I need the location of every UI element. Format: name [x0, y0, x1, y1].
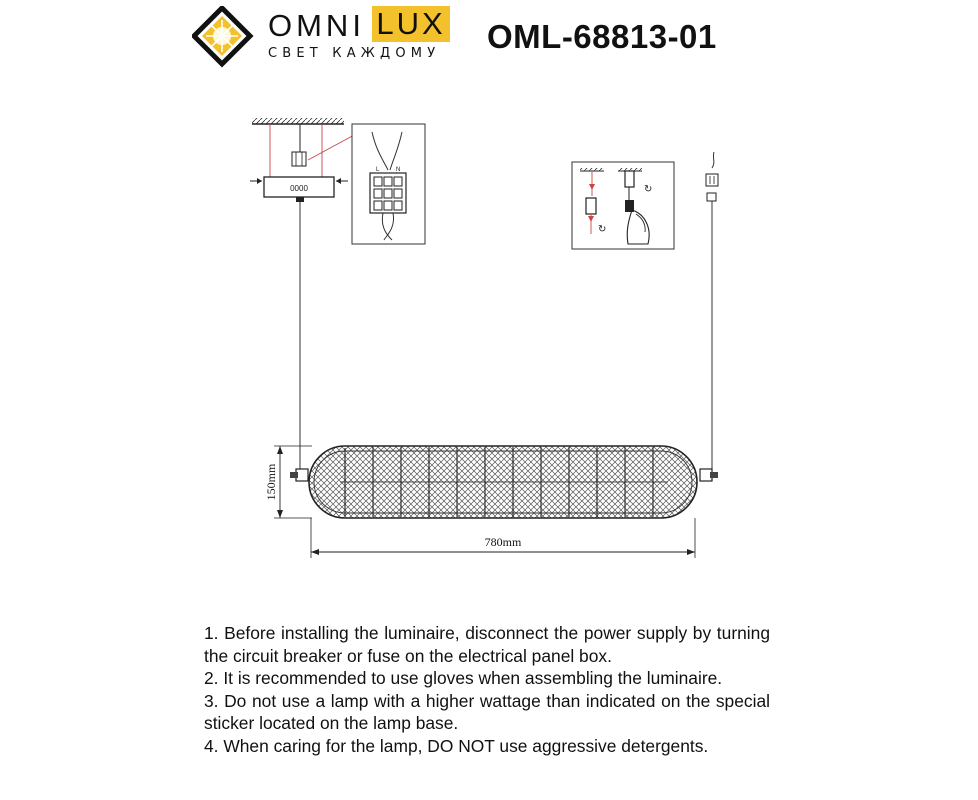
lamp-body [290, 446, 718, 518]
brand-name-left: OMNI [268, 8, 365, 43]
svg-text:↻: ↻ [644, 184, 653, 195]
ceiling-canopy [250, 118, 356, 470]
svg-text:↻: ↻ [598, 224, 607, 235]
model-code: OML-68813-01 [487, 18, 717, 55]
instruction-2: 2. It is recommended to use gloves when assembling the luminaire. [204, 668, 723, 689]
terminal-label-n: N [396, 167, 401, 173]
width-dimension [311, 518, 695, 558]
height-label: 150mm [264, 463, 278, 501]
terminal-label-l: L [376, 167, 380, 173]
brand-name-right: LUX [372, 6, 450, 42]
brand-tagline: СВЕТ КАЖДОМУ [268, 46, 441, 61]
wiring-detail-inset [352, 124, 425, 244]
canopy-label: 0000 [290, 184, 308, 193]
height-dimension [264, 446, 312, 518]
adjustment-detail-inset [572, 162, 674, 249]
installation-instructions [204, 622, 770, 758]
instruction-1: 1. Before installing the luminaire, disconnect the power supply by turning the circuit breaker or fuse on the electrical panel box. [204, 623, 770, 666]
width-label: 780mm [484, 535, 522, 549]
instruction-3: 3. Do not use a lamp with a higher wattage than indicated on the special sticker located on the lamp base. [204, 690, 770, 734]
instruction-4: 4. When caring for the lamp, DO NOT use aggressive detergents. [204, 735, 709, 756]
right-suspension-cable [706, 152, 718, 470]
